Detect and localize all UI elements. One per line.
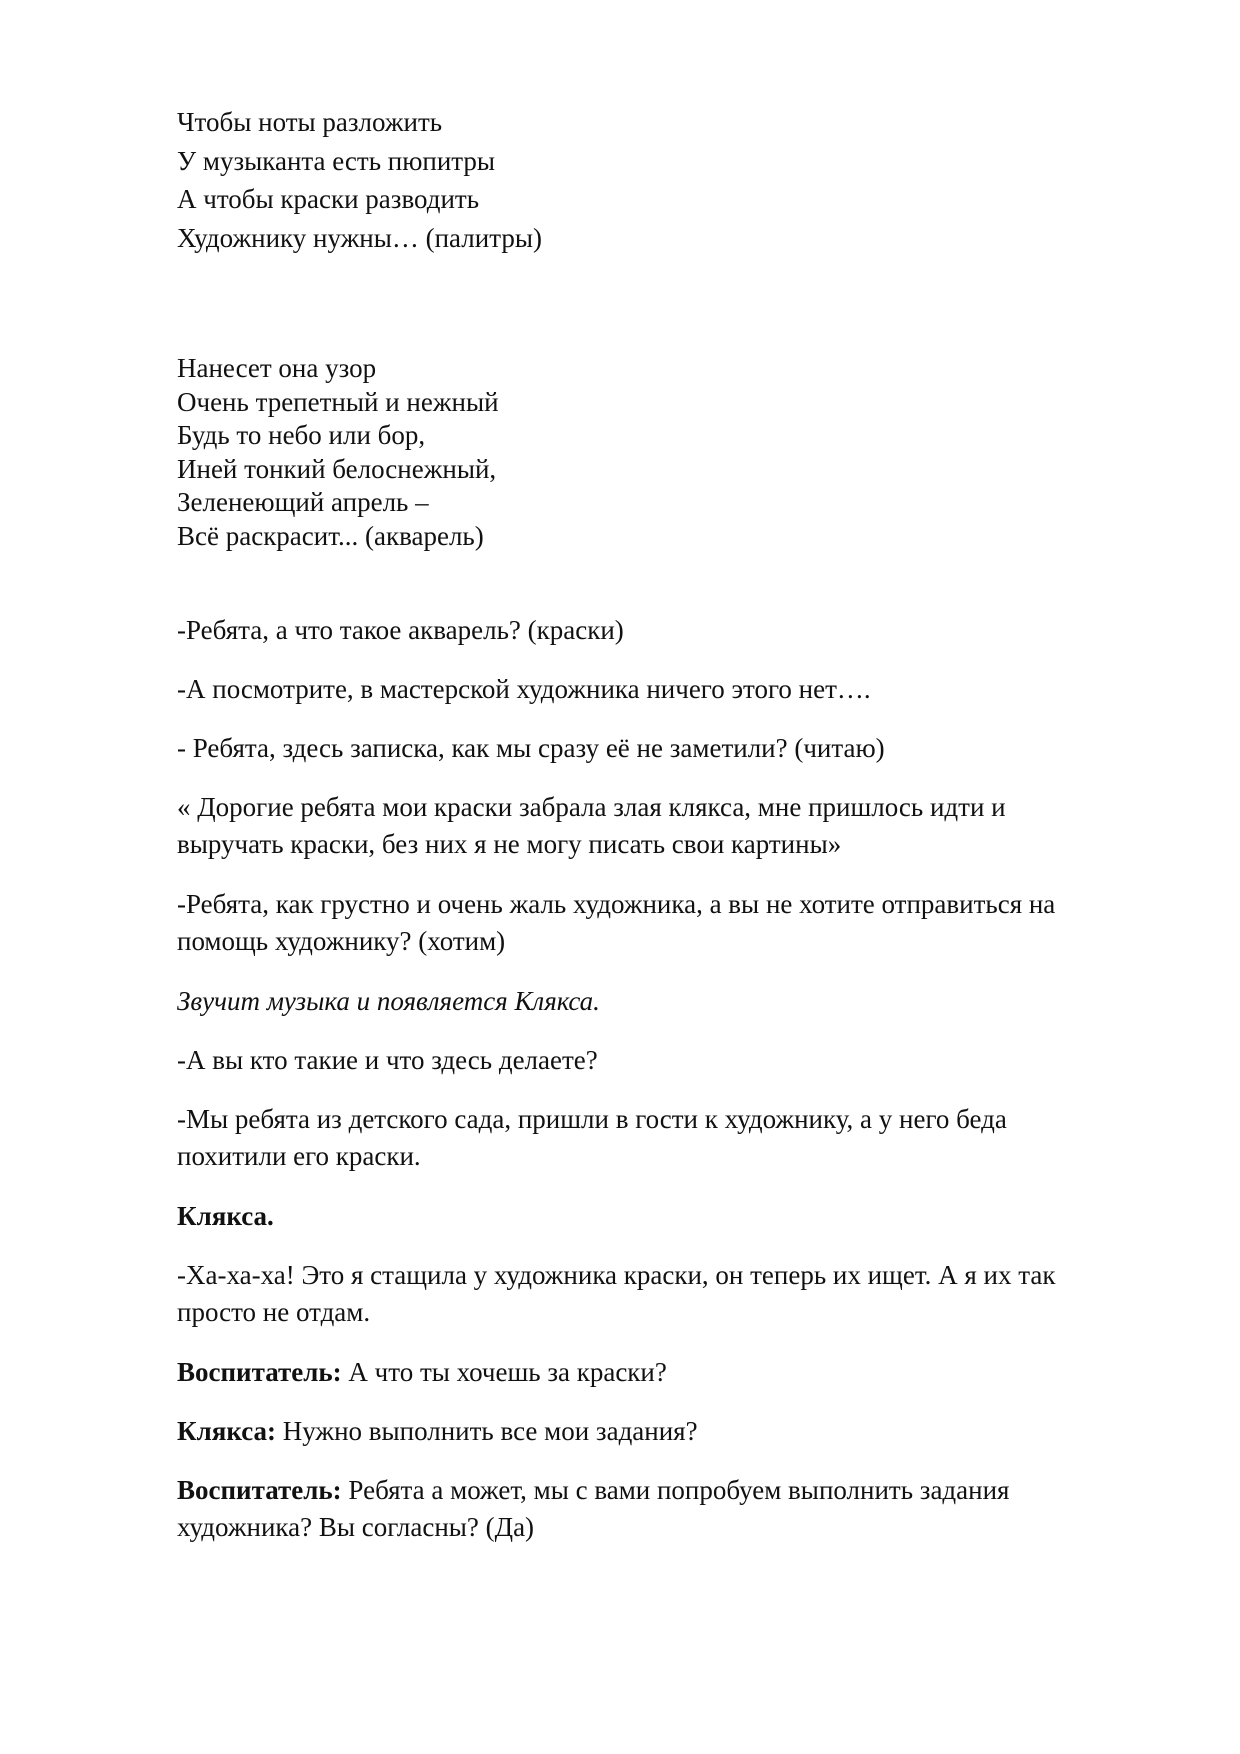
riddle-line: Зеленеющий апрель – [177, 487, 429, 517]
speech-text: Нужно выполнить все мои задания? [276, 1416, 698, 1446]
paragraph [177, 1042, 1177, 1079]
paragraph-line: « Дорогие ребята мои краски забрала злая клякса, мне пришлось идти и [177, 792, 1006, 822]
riddle-line: У музыканта есть пюпитры [177, 145, 496, 176]
riddle-line: Очень трепетный и нежный [177, 386, 499, 417]
riddle-line: А чтобы краски разводить [177, 184, 480, 214]
speech-text: А что ты хочешь за краски? [341, 1357, 667, 1387]
riddle-line: Нанесет она узор [177, 353, 377, 383]
paragraph-line: Звучит музыка и появляется Клякса. [177, 986, 600, 1016]
paragraph-line: художника? Вы согласны? (Да) [177, 1512, 535, 1542]
paragraph-line [177, 1472, 1177, 1509]
riddle-line: Чтобы ноты разложить [177, 107, 443, 137]
riddle-line: Художнику нужны… (палитры) [177, 222, 542, 253]
paragraph-line: помощь художнику? (хотим) [177, 926, 506, 956]
paragraph-line: -Мы ребята из детского сада, пришли в гости к художнику, а у него беда [177, 1104, 1007, 1134]
speaker-name: Воспитатель: [177, 1357, 342, 1387]
dialogue-line [177, 1472, 1177, 1546]
paragraph [177, 1257, 1177, 1331]
paragraph [177, 1101, 1177, 1175]
paragraph-note [177, 789, 1177, 863]
paragraph-line: просто не отдам. [177, 1297, 371, 1327]
riddle-line: Иней тонкий белоснежный, [177, 453, 497, 484]
stage-direction [177, 983, 1177, 1020]
paragraph-line: -Ха-ха-ха! Это я стащила у художника краски, он теперь их ищет. А я их так [177, 1260, 1056, 1290]
speaker-heading [177, 1198, 1177, 1235]
dialogue-line [177, 1413, 1177, 1450]
paragraph-line: -А посмотрите, в мастерской художника ничего этого нет…. [177, 674, 871, 704]
riddle-line: Всё раскрасит... (акварель) [177, 520, 484, 551]
speaker-name: Клякса: [177, 1416, 277, 1446]
paragraph-line: Клякса. [177, 1201, 274, 1231]
paragraph-line: -А вы кто такие и что здесь делаете? [177, 1045, 598, 1075]
speaker-name: Воспитатель: [177, 1475, 342, 1505]
paragraph [177, 612, 1177, 649]
riddle-watercolor [177, 352, 1157, 553]
riddle-palette [177, 103, 1157, 257]
paragraph-line: -Ребята, как грустно и очень жаль художника, а вы не хотите отправиться на [177, 889, 1056, 919]
paragraph-line: - Ребята, здесь записка, как мы сразу её не заметили? (читаю) [177, 733, 885, 763]
paragraph-line: -Ребята, а что такое акварель? (краски) [177, 615, 624, 645]
riddle-line: Будь то небо или бор, [177, 420, 426, 450]
paragraph-line [177, 1413, 1177, 1450]
dialogue-line [177, 1354, 1177, 1391]
paragraph-line: похитили его краски. [177, 1141, 421, 1171]
paragraph [177, 886, 1177, 960]
paragraph [177, 730, 1177, 767]
speech-text: Ребята а может, мы с вами попробуем выполнить задания [341, 1475, 1010, 1505]
paragraph-line: выручать краски, без них я не могу писать свои картины» [177, 829, 842, 859]
paragraph-line [177, 1354, 1177, 1391]
paragraph [177, 671, 1177, 708]
